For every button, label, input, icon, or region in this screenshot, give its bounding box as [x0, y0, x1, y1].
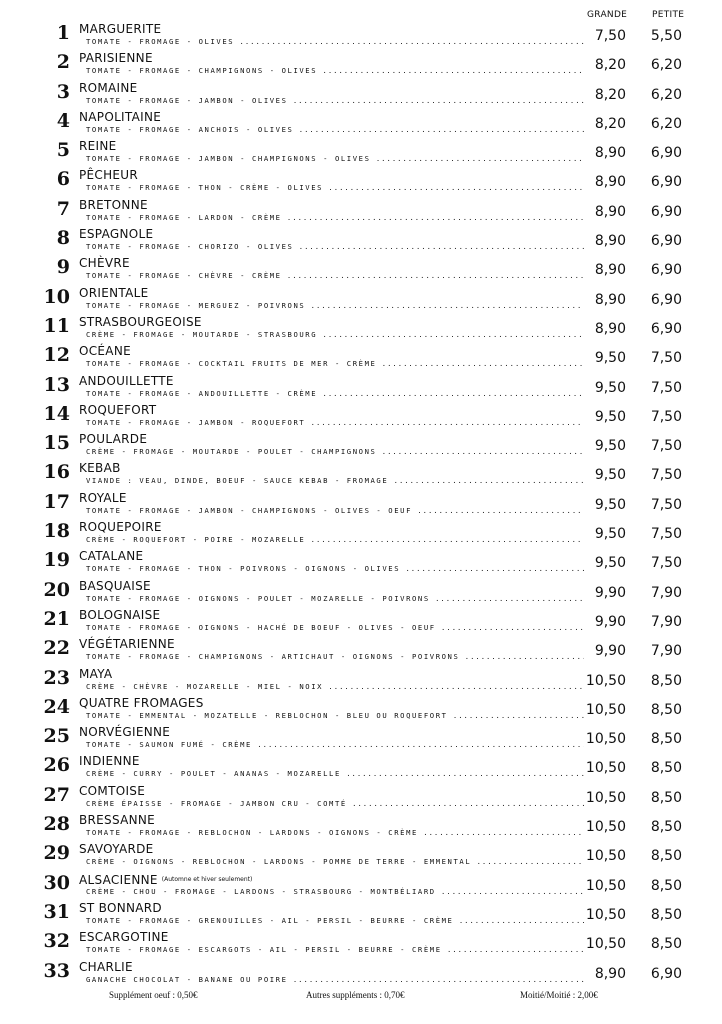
item-name: [79, 726, 170, 739]
menu-item: [0, 20, 722, 49]
item-ingredients: TOMATE - FROMAGE - REBLOCHON - LARDONS - OIGNONS - CRÈME .....: [86, 828, 584, 838]
price-grande: 9,90: [594, 613, 626, 630]
menu-item: [0, 459, 722, 488]
menu-item: [0, 49, 722, 78]
item-ingredients: TOMATE - FROMAGE - CHAMPIGNONS - OLIVES .....: [86, 66, 584, 76]
item-ingredients: CRÈME ÉPAISSE - FROMAGE - JAMBON CRU - COMTÉ .....: [86, 799, 584, 809]
item-name: [79, 492, 127, 505]
menu-item: [0, 840, 722, 869]
item-number: 4: [56, 109, 70, 132]
price-grande: 8,20: [594, 57, 626, 74]
item-ingredients: TOMATE - FROMAGE - JAMBON - CHAMPIGNONS - OLIVES - OEUF .....: [86, 506, 584, 516]
item-name-text: CHÈVRE: [79, 256, 130, 271]
header-petite: PETITE: [652, 10, 685, 20]
item-name-text: REINE: [79, 139, 117, 154]
item-name: [79, 638, 175, 651]
item-number: 29: [43, 842, 70, 865]
item-name-text: NORVÉGIENNE: [79, 725, 171, 740]
price-petite: 6,90: [650, 965, 682, 982]
price-petite: 6,20: [650, 86, 682, 103]
item-name: [79, 521, 162, 534]
item-name-text: BOLOGNAISE: [79, 607, 161, 622]
item-ingredients: TOMATE - FROMAGE - THON - POIVRONS - OIGNONS - OLIVES .....: [86, 564, 584, 574]
item-name-text: ROYALE: [79, 490, 127, 505]
price-grande: 10,50: [585, 848, 626, 865]
item-name: [79, 345, 131, 358]
header-grande: GRANDE: [587, 10, 628, 20]
price-petite: 7,90: [650, 613, 682, 630]
price-petite: 7,50: [650, 408, 682, 425]
price-grande: 10,50: [585, 701, 626, 718]
price-petite: 7,90: [650, 643, 682, 660]
item-name-text: STRASBOURGEOISE: [79, 314, 202, 329]
price-grande: 8,90: [594, 174, 626, 191]
item-number: 10: [43, 285, 70, 308]
price-petite: 7,90: [650, 584, 682, 601]
item-ingredients: TOMATE - FROMAGE - ANDOUILLETTE - CRÈME .....: [86, 389, 584, 399]
item-name-text: ROQUEFORT: [79, 402, 157, 417]
price-petite: 7,50: [650, 496, 682, 513]
menu-item: [0, 518, 722, 547]
price-petite: 6,90: [650, 203, 682, 220]
menu-item: [0, 606, 722, 635]
menu-item: [0, 372, 722, 401]
item-number: 27: [43, 783, 70, 806]
menu-item: [0, 635, 722, 664]
item-name: [79, 375, 174, 388]
item-name: [79, 755, 140, 768]
item-name: [79, 111, 161, 124]
menu-item: [0, 752, 722, 781]
price-grande: 10,50: [585, 789, 626, 806]
item-ingredients: VIANDE : VEAU, DINDE, BOEUF - SAUCE KEBAB - FROMAGE .....: [86, 476, 584, 486]
item-name: [79, 287, 148, 300]
item-ingredients: TOMATE - FROMAGE - COCKTAIL FRUITS DE MER - CRÈME .....: [86, 359, 584, 369]
item-ingredients: TOMATE - FROMAGE - CHORIZO - OLIVES .....: [86, 242, 584, 252]
item-name-text: COMTOISE: [79, 783, 146, 798]
price-petite: 8,50: [650, 731, 682, 748]
price-petite: 6,90: [650, 233, 682, 250]
item-number: 2: [56, 51, 70, 74]
menu-item: [0, 782, 722, 811]
menu-item: [0, 723, 722, 752]
price-grande: 8,90: [594, 320, 626, 337]
item-name: [79, 316, 202, 329]
price-petite: 8,50: [650, 760, 682, 777]
price-petite: 6,90: [650, 262, 682, 279]
item-ingredients: CRÈME - ROQUEFORT - POIRE - MOZARELLE .....: [86, 535, 584, 545]
price-petite: 6,20: [650, 57, 682, 74]
price-grande: 10,50: [585, 906, 626, 923]
item-name: [79, 814, 155, 827]
price-petite: 7,50: [650, 467, 682, 484]
item-ingredients: TOMATE - FROMAGE - MERGUEZ - POIVRONS .....: [86, 301, 584, 311]
item-name: [79, 785, 145, 798]
item-ingredients: TOMATE - FROMAGE - CHÈVRE - CRÈME .....: [86, 271, 584, 281]
menu-item: [0, 313, 722, 342]
price-petite: 6,90: [650, 291, 682, 308]
price-grande: 9,50: [594, 467, 626, 484]
item-name: [79, 931, 169, 944]
price-petite: 6,90: [650, 174, 682, 191]
price-petite: 6,20: [650, 115, 682, 132]
price-grande: 9,50: [594, 555, 626, 572]
menu-item: [0, 401, 722, 430]
item-number: 26: [43, 754, 70, 777]
price-petite: 8,50: [650, 672, 682, 689]
item-name-text: ROQUEPOIRE: [79, 520, 162, 535]
menu-item: [0, 108, 722, 137]
item-name-text: ST BONNARD: [79, 900, 162, 915]
price-petite: 8,50: [650, 848, 682, 865]
item-number: 12: [43, 344, 70, 367]
item-number: 16: [43, 461, 70, 484]
item-name: [79, 169, 138, 182]
menu-item: [0, 870, 722, 899]
item-number: 33: [43, 959, 70, 982]
item-name: [79, 433, 147, 446]
item-ingredients: CRÈME - CURRY - POULET - ANANAS - MOZARELLE .....: [86, 769, 584, 779]
menu-item: [0, 958, 722, 987]
price-grande: 8,90: [594, 291, 626, 308]
price-grande: 9,50: [594, 408, 626, 425]
item-name: [79, 462, 121, 475]
menu-item: [0, 811, 722, 840]
item-number: 22: [43, 637, 70, 660]
item-name-text: BRETONNE: [79, 197, 148, 212]
price-petite: 6,90: [650, 145, 682, 162]
price-grande: 8,20: [594, 115, 626, 132]
item-number: 5: [56, 139, 70, 162]
item-ingredients: TOMATE - FROMAGE - ANCHOIS - OLIVES .....: [86, 125, 584, 135]
item-ingredients: TOMATE - FROMAGE - GRENOUILLES - AIL - PERSIL - BEURRE - CRÈME .....: [86, 916, 584, 926]
price-petite: 7,50: [650, 526, 682, 543]
menu-item: [0, 284, 722, 313]
item-name-text: ORIENTALE: [79, 285, 149, 300]
price-petite: 7,50: [650, 555, 682, 572]
item-ingredients: TOMATE - FROMAGE - ESCARGOTS - AIL - PERSIL - BEURRE - CRÈME .....: [86, 945, 584, 955]
menu-item: [0, 196, 722, 225]
item-number: 8: [56, 227, 70, 250]
item-note: (Automne et hiver seulement): [161, 875, 253, 883]
item-name-text: BRESSANNE: [79, 813, 156, 828]
item-name-text: ESPAGNOLE: [79, 227, 154, 242]
item-name-text: INDIENNE: [79, 754, 140, 769]
price-grande: 10,50: [585, 731, 626, 748]
item-ingredients: TOMATE - FROMAGE - CHAMPIGNONS - ARTICHAUT - OIGNONS - POIVRONS .....: [86, 652, 584, 662]
item-name: [79, 404, 156, 417]
menu-item: [0, 694, 722, 723]
item-ingredients: TOMATE - FROMAGE - JAMBON - CHAMPIGNONS - OLIVES .....: [86, 154, 584, 164]
item-number: 23: [43, 666, 70, 689]
price-grande: 8,90: [594, 145, 626, 162]
item-name-text: ANDOUILLETTE: [79, 373, 174, 388]
item-ingredients: GANACHE CHOCOLAT - BANANE OU POIRE .....: [86, 975, 584, 985]
item-number: 18: [43, 520, 70, 543]
menu-item: [0, 489, 722, 518]
price-petite: 7,50: [650, 379, 682, 396]
item-name: [79, 580, 151, 593]
item-name-text: CHARLIE: [79, 959, 133, 974]
price-grande: 7,50: [594, 28, 626, 44]
price-petite: 7,50: [650, 438, 682, 455]
item-ingredients: TOMATE - FROMAGE - OLIVES .....: [86, 37, 584, 47]
item-number: 3: [56, 80, 70, 103]
price-petite: 8,50: [650, 936, 682, 953]
item-number: 7: [56, 197, 70, 220]
item-name-text: PARISIENNE: [79, 51, 153, 66]
item-name: [79, 668, 112, 681]
item-number: 20: [43, 578, 70, 601]
item-name-text: OCÉANE: [79, 344, 131, 359]
price-grande: 9,90: [594, 584, 626, 601]
item-name: [79, 843, 154, 856]
item-ingredients: CRÈME - CHÈVRE - MOZARELLE - MIEL - NOIX .....: [86, 682, 584, 692]
menu-item: [0, 79, 722, 108]
price-petite: 8,50: [650, 789, 682, 806]
price-grande: 10,50: [585, 936, 626, 953]
item-name: [79, 140, 117, 153]
item-name: [79, 23, 161, 36]
item-name: [79, 550, 143, 563]
price-grande: 9,50: [594, 379, 626, 396]
item-ingredients: TOMATE - FROMAGE - JAMBON - ROQUEFORT .....: [86, 418, 584, 428]
item-number: 30: [43, 871, 70, 894]
price-petite: 8,50: [650, 819, 682, 836]
menu-item: [0, 899, 722, 928]
item-name-text: ALSACIENNE: [79, 872, 158, 887]
menu-item: [0, 665, 722, 694]
item-name-text: KEBAB: [79, 461, 121, 476]
item-number: 31: [43, 900, 70, 923]
item-name: [79, 609, 160, 622]
item-number: 28: [43, 813, 70, 836]
item-name: [79, 873, 252, 887]
item-number: 14: [43, 402, 70, 425]
price-grande: 8,90: [594, 203, 626, 220]
item-number: 13: [43, 373, 70, 396]
item-name-text: POULARDE: [79, 432, 148, 447]
item-ingredients: CRÈME - CHOU - FROMAGE - LARDONS - STRASBOURG - MONTBÉLIARD .....: [86, 887, 584, 897]
price-petite: 5,50: [650, 28, 682, 44]
item-number: 1: [56, 22, 70, 44]
item-name-text: MARGUERITE: [79, 22, 162, 36]
item-name: [79, 697, 204, 710]
item-number: 15: [43, 432, 70, 455]
item-ingredients: TOMATE - EMMENTAL - MOZATELLE - REBLOCHON - BLEU OU ROQUEFORT .....: [86, 711, 584, 721]
price-grande: 10,50: [585, 672, 626, 689]
item-number: 11: [43, 314, 70, 337]
autres-supplements: Autres suppléments : 0,70€: [306, 990, 405, 1000]
price-grande: 9,50: [594, 350, 626, 367]
item-ingredients: CRÈME - FROMAGE - MOUTARDE - STRASBOURG .....: [86, 330, 584, 340]
price-grande: 10,50: [585, 760, 626, 777]
item-name-text: ESCARGOTINE: [79, 930, 169, 945]
item-number: 21: [43, 607, 70, 630]
price-grande: 10,50: [585, 877, 626, 894]
menu-item: [0, 928, 722, 957]
item-ingredients: TOMATE - FROMAGE - THON - CRÈME - OLIVES .....: [86, 183, 584, 193]
price-grande: 8,20: [594, 86, 626, 103]
price-petite: 8,50: [650, 877, 682, 894]
menu-item: [0, 547, 722, 576]
item-number: 19: [43, 549, 70, 572]
item-name: [79, 257, 130, 270]
item-name-text: VÉGÉTARIENNE: [79, 637, 175, 652]
item-name-text: BASQUAISE: [79, 578, 151, 593]
price-grande: 9,90: [594, 643, 626, 660]
item-name-text: SAVOYARDE: [79, 842, 154, 857]
item-number: 25: [43, 725, 70, 748]
price-grande: 10,50: [585, 819, 626, 836]
menu-item: [0, 577, 722, 606]
item-name: [79, 82, 138, 95]
item-ingredients: TOMATE - SAUMON FUMÉ - CRÈME .....: [86, 740, 584, 750]
price-grande: 8,90: [594, 262, 626, 279]
price-grande: 9,50: [594, 496, 626, 513]
price-grande: 9,50: [594, 526, 626, 543]
item-number: 17: [43, 490, 70, 513]
item-name: [79, 228, 153, 241]
item-number: 32: [43, 930, 70, 953]
menu-item: [0, 225, 722, 254]
item-ingredients: CRÈME - FROMAGE - MOUTARDE - POULET - CHAMPIGNONS .....: [86, 447, 584, 457]
item-name-text: CATALANE: [79, 549, 144, 564]
item-name-text: QUATRE FROMAGES: [79, 695, 204, 710]
price-petite: 6,90: [650, 320, 682, 337]
item-ingredients: TOMATE - FROMAGE - OIGNONS - HACHÉ DE BOEUF - OLIVES - OEUF .....: [86, 623, 584, 633]
item-ingredients: TOMATE - FROMAGE - LARDON - CRÈME .....: [86, 213, 584, 223]
item-name-text: NAPOLITAINE: [79, 109, 162, 124]
item-name-text: PÊCHEUR: [79, 168, 139, 183]
item-name: [79, 52, 153, 65]
price-petite: 8,50: [650, 906, 682, 923]
price-petite: 8,50: [650, 701, 682, 718]
menu-item: [0, 254, 722, 283]
pizza-menu-list: [0, 20, 722, 987]
price-grande: 8,90: [594, 233, 626, 250]
menu-item: [0, 137, 722, 166]
item-name-text: MAYA: [79, 666, 113, 681]
price-grande: 9,50: [594, 438, 626, 455]
price-petite: 7,50: [650, 350, 682, 367]
supplements-footer: [0, 990, 722, 1004]
price-grande: 8,90: [594, 965, 626, 982]
moitie-moitie: Moitié/Moitié : 2,00€: [520, 990, 598, 1000]
supplement-oeuf: Supplément oeuf : 0,50€: [109, 990, 198, 1000]
item-ingredients: TOMATE - FROMAGE - JAMBON - OLIVES .....: [86, 96, 584, 106]
item-name: [79, 902, 162, 915]
menu-item: [0, 166, 722, 195]
item-number: 6: [56, 168, 70, 191]
item-number: 24: [43, 695, 70, 718]
menu-item: [0, 342, 722, 371]
item-name: [79, 199, 148, 212]
item-ingredients: TOMATE - FROMAGE - OIGNONS - POULET - MOZARELLE - POIVRONS .....: [86, 594, 584, 604]
item-name-text: ROMAINE: [79, 80, 138, 95]
item-ingredients: CRÈME - OIGNONS - REBLOCHON - LARDONS - POMME DE TERRE - EMMENTAL .....: [86, 857, 584, 867]
item-number: 9: [56, 256, 70, 279]
menu-item: [0, 430, 722, 459]
item-name: [79, 961, 133, 974]
